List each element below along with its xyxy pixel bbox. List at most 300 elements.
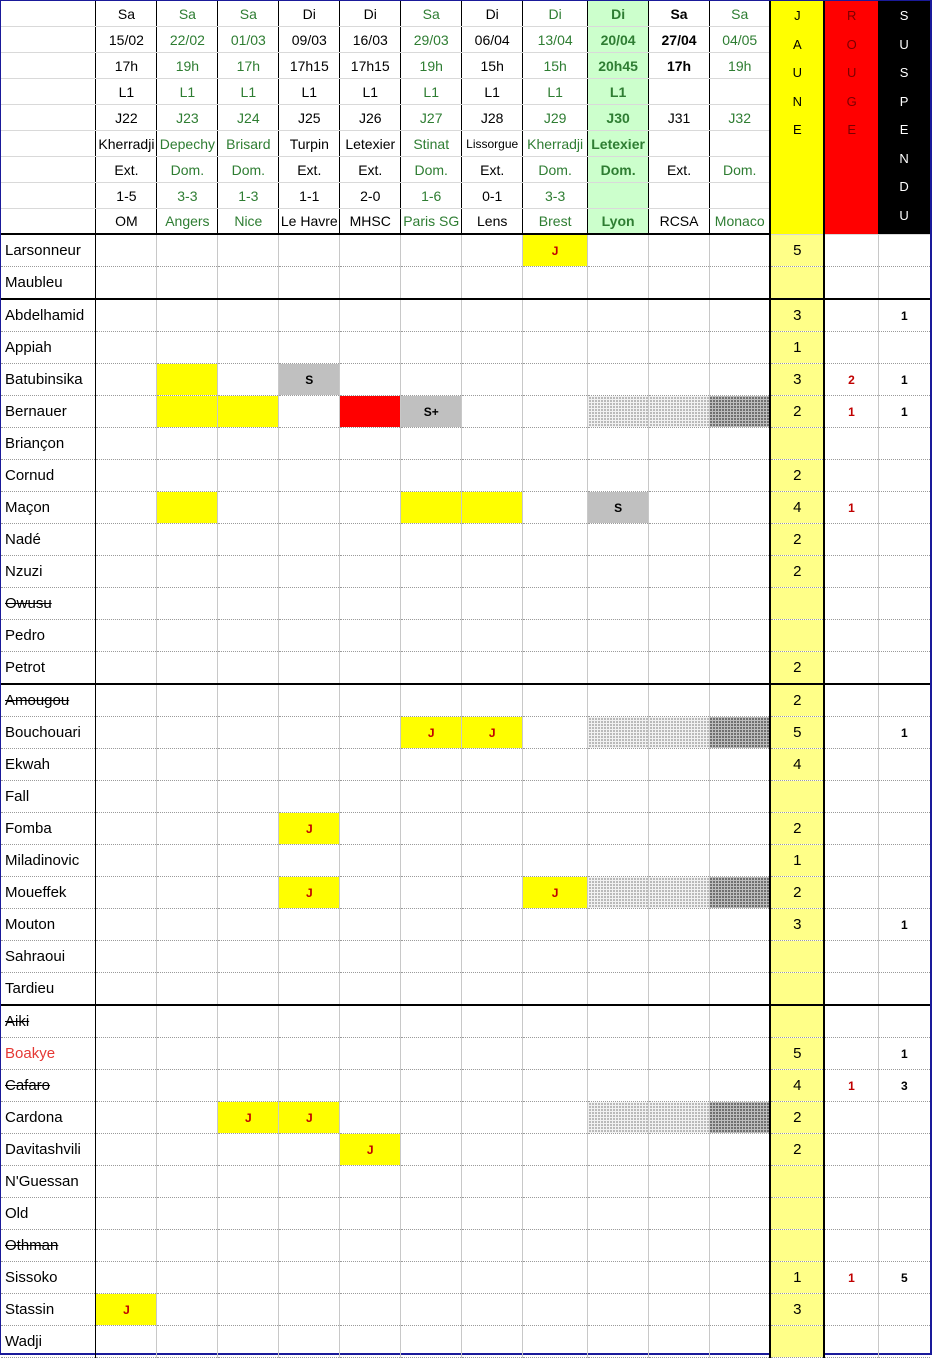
match-date: 06/04: [462, 27, 523, 53]
match-cell: [401, 1294, 462, 1326]
red-card-count: [824, 652, 878, 685]
match-cell: [588, 652, 649, 685]
yellow-card-count: 2: [770, 556, 824, 588]
match-cell: [462, 877, 523, 909]
match-cell: J: [401, 717, 462, 749]
yellow-card-count: 3: [770, 1294, 824, 1326]
match-cell: [709, 524, 770, 556]
match-cell: [96, 909, 157, 941]
match-cell: [279, 1198, 340, 1230]
match-cell: [279, 973, 340, 1006]
match-cell: [279, 492, 340, 524]
match-cell: [709, 973, 770, 1006]
red-card-count: 1: [824, 396, 878, 428]
suspension-count: [878, 813, 930, 845]
player-name: Petrot: [1, 652, 96, 685]
match-cell: [588, 749, 649, 781]
match-cell: [709, 845, 770, 877]
match-day: Sa: [96, 1, 157, 27]
match-cell: [649, 588, 710, 620]
match-cell: [96, 1326, 157, 1358]
match-cell: [157, 460, 218, 492]
match-score: 1-6: [401, 183, 462, 209]
yellow-card-count: [770, 267, 824, 300]
match-cell: [96, 813, 157, 845]
suspension-count: [878, 684, 930, 717]
match-round: J28: [462, 105, 523, 131]
match-cell: [218, 1038, 279, 1070]
match-cell: [709, 1102, 770, 1134]
match-cell: [96, 941, 157, 973]
player-row: [1, 1166, 930, 1198]
match-cell: [340, 1005, 401, 1038]
header-corner: [1, 79, 96, 105]
match-opponent: MHSC: [340, 209, 401, 235]
match-cell: [279, 652, 340, 685]
match-cell: [462, 1134, 523, 1166]
red-card-count: [824, 717, 878, 749]
match-cell: [401, 524, 462, 556]
match-cell: [649, 781, 710, 813]
match-cell: [157, 234, 218, 267]
player-row: [1, 941, 930, 973]
player-name: Maubleu: [1, 267, 96, 300]
match-score: [588, 183, 649, 209]
suspension-count: [878, 588, 930, 620]
player-name: Appiah: [1, 332, 96, 364]
match-cell: [588, 1038, 649, 1070]
player-name: Larsonneur: [1, 234, 96, 267]
player-name: Pedro: [1, 620, 96, 652]
match-round: J23: [157, 105, 218, 131]
match-cell: [588, 332, 649, 364]
match-cell: [649, 620, 710, 652]
match-cell: [709, 1038, 770, 1070]
match-cell: [157, 973, 218, 1006]
match-cell: [401, 941, 462, 973]
header-letter: S: [899, 8, 909, 23]
player-name: Amougou: [1, 684, 96, 717]
match-competition: L1: [218, 79, 279, 105]
match-cell: [523, 749, 588, 781]
match-cell: [157, 749, 218, 781]
match-cell: J: [523, 877, 588, 909]
match-cell: [157, 1166, 218, 1198]
match-cell: [279, 332, 340, 364]
match-cell: [649, 877, 710, 909]
player-row: [1, 1262, 930, 1294]
match-cell: [649, 973, 710, 1006]
match-cell: [218, 588, 279, 620]
match-venue: Dom.: [401, 157, 462, 183]
suspension-count: [878, 1134, 930, 1166]
player-row: [1, 364, 930, 396]
match-date: 16/03: [340, 27, 401, 53]
suspension-count: 1: [878, 299, 930, 332]
match-cell: [523, 588, 588, 620]
header-letter: U: [899, 207, 909, 223]
suspension-count: [878, 941, 930, 973]
match-cell: [279, 909, 340, 941]
match-cell: [96, 781, 157, 813]
red-card-count: [824, 234, 878, 267]
suspension-count: 1: [878, 909, 930, 941]
red-card-count: [824, 1134, 878, 1166]
player-row: [1, 845, 930, 877]
match-cell: [401, 332, 462, 364]
match-cell: [157, 1262, 218, 1294]
match-referee: Stinat: [401, 131, 462, 157]
red-card-count: [824, 267, 878, 300]
match-cell: [218, 781, 279, 813]
match-cell: [588, 684, 649, 717]
match-score: [709, 183, 770, 209]
header-corner: [1, 209, 96, 235]
yellow-card-count: 2: [770, 396, 824, 428]
yellow-card-count: [770, 1166, 824, 1198]
match-cell: [279, 845, 340, 877]
match-cell: [340, 1326, 401, 1358]
match-cell: [340, 1070, 401, 1102]
player-row: [1, 1198, 930, 1230]
match-cell: [157, 1102, 218, 1134]
match-cell: [709, 652, 770, 685]
match-cell: J: [279, 877, 340, 909]
match-cell: [279, 620, 340, 652]
match-cell: [523, 492, 588, 524]
red-card-count: [824, 909, 878, 941]
match-cell: [401, 813, 462, 845]
match-competition: L1: [340, 79, 401, 105]
match-cell: [96, 524, 157, 556]
match-cell: [588, 364, 649, 396]
player-name: Mouton: [1, 909, 96, 941]
player-row: [1, 909, 930, 941]
match-competition: [709, 79, 770, 105]
match-cell: [157, 332, 218, 364]
match-cell: S: [279, 364, 340, 396]
player-row: [1, 813, 930, 845]
yellow-card-count: 5: [770, 717, 824, 749]
match-cell: [340, 1262, 401, 1294]
match-cell: [523, 460, 588, 492]
match-cell: [709, 1005, 770, 1038]
player-name: Sissoko: [1, 1262, 96, 1294]
suspension-count: [878, 492, 930, 524]
header-corner: [1, 157, 96, 183]
match-cell: [340, 652, 401, 685]
yellow-card-count: 5: [770, 234, 824, 267]
match-referee: [649, 131, 710, 157]
match-cell: [340, 845, 401, 877]
match-referee: Lissorgue: [462, 131, 523, 157]
match-cell: [218, 524, 279, 556]
suspension-count: [878, 781, 930, 813]
red-cards-header: [824, 1, 878, 234]
match-opponent: OM: [96, 209, 157, 235]
match-cell: [649, 332, 710, 364]
match-venue: Ext.: [96, 157, 157, 183]
match-cell: [588, 941, 649, 973]
yellow-card-count: 4: [770, 749, 824, 781]
match-cell: [340, 299, 401, 332]
match-cell: [523, 1038, 588, 1070]
red-card-count: [824, 1198, 878, 1230]
match-round: J29: [523, 105, 588, 131]
match-cell: [340, 1294, 401, 1326]
match-cell: [401, 1326, 462, 1358]
match-cell: [96, 877, 157, 909]
match-cell: [462, 1038, 523, 1070]
suspension-count: [878, 1326, 930, 1358]
player-row: [1, 299, 930, 332]
match-cell: [588, 1262, 649, 1294]
match-cell: [523, 556, 588, 588]
match-cell: [401, 1262, 462, 1294]
match-score: [649, 183, 710, 209]
match-cell: [96, 684, 157, 717]
match-cell: [462, 909, 523, 941]
match-cell: [462, 781, 523, 813]
match-cell: [588, 460, 649, 492]
match-cell: [401, 749, 462, 781]
match-day: Sa: [401, 1, 462, 27]
yellow-card-count: 2: [770, 813, 824, 845]
red-card-count: [824, 749, 878, 781]
match-cell: [649, 941, 710, 973]
yellow-card-count: 5: [770, 1038, 824, 1070]
match-time: 15h: [462, 53, 523, 79]
match-cell: [649, 1326, 710, 1358]
match-cell: [401, 428, 462, 460]
match-cell: [218, 1198, 279, 1230]
suspension-count: [878, 845, 930, 877]
match-cell: [462, 299, 523, 332]
match-cell: [401, 267, 462, 300]
match-date: 04/05: [709, 27, 770, 53]
match-day: Sa: [709, 1, 770, 27]
match-cell: [96, 620, 157, 652]
match-cell: [588, 234, 649, 267]
match-cell: [279, 749, 340, 781]
match-cell: [96, 1038, 157, 1070]
match-cell: [401, 492, 462, 524]
red-card-count: [824, 460, 878, 492]
match-day: Di: [588, 1, 649, 27]
yellow-card-count: 1: [770, 332, 824, 364]
match-cell: [340, 781, 401, 813]
match-venue: Dom.: [218, 157, 279, 183]
match-cell: [96, 1166, 157, 1198]
red-card-count: [824, 620, 878, 652]
red-card-count: [824, 332, 878, 364]
match-cell: [401, 909, 462, 941]
player-row: [1, 267, 930, 300]
match-cell: [588, 396, 649, 428]
yellow-card-count: [770, 428, 824, 460]
player-name: Othman: [1, 1230, 96, 1262]
match-cell: [401, 1102, 462, 1134]
match-cell: [340, 620, 401, 652]
match-cell: [157, 556, 218, 588]
match-cell: [523, 1294, 588, 1326]
match-cell: [523, 524, 588, 556]
suspension-count: [878, 1198, 930, 1230]
match-cell: [709, 234, 770, 267]
match-cell: [649, 1166, 710, 1198]
player-row: [1, 460, 930, 492]
red-card-count: 2: [824, 364, 878, 396]
match-cell: [709, 813, 770, 845]
match-cell: [218, 1166, 279, 1198]
match-cell: [462, 364, 523, 396]
match-cell: [588, 1166, 649, 1198]
player-row: [1, 973, 930, 1006]
match-cell: [279, 1070, 340, 1102]
match-cell: [279, 299, 340, 332]
red-card-count: [824, 1166, 878, 1198]
match-cell: [401, 1005, 462, 1038]
match-venue: Dom.: [588, 157, 649, 183]
red-card-count: [824, 813, 878, 845]
match-cell: [340, 684, 401, 717]
match-cell: [649, 1294, 710, 1326]
match-cell: [157, 1134, 218, 1166]
match-cell: [218, 267, 279, 300]
yellow-card-count: 2: [770, 1134, 824, 1166]
yellow-card-count: [770, 1230, 824, 1262]
match-cell: [340, 364, 401, 396]
match-venue: Ext.: [279, 157, 340, 183]
player-row: [1, 234, 930, 267]
match-cell: [96, 364, 157, 396]
yellow-card-count: 3: [770, 909, 824, 941]
match-venue: Ext.: [649, 157, 710, 183]
player-name: Cardona: [1, 1102, 96, 1134]
match-cell: [157, 781, 218, 813]
player-name: Nzuzi: [1, 556, 96, 588]
match-cell: [340, 877, 401, 909]
match-day: Di: [523, 1, 588, 27]
match-cell: [96, 1198, 157, 1230]
match-cell: [279, 1166, 340, 1198]
match-cell: [157, 299, 218, 332]
match-time: 20h45: [588, 53, 649, 79]
match-cell: J: [462, 717, 523, 749]
match-cell: [649, 460, 710, 492]
player-row: [1, 1134, 930, 1166]
match-round: J26: [340, 105, 401, 131]
match-cell: [340, 813, 401, 845]
suspension-count: [878, 556, 930, 588]
match-cell: [462, 1166, 523, 1198]
match-time: 19h: [157, 53, 218, 79]
match-competition: [649, 79, 710, 105]
match-cell: [218, 428, 279, 460]
match-cell: [523, 1230, 588, 1262]
match-cell: [157, 1070, 218, 1102]
match-referee: Depechy: [157, 131, 218, 157]
match-competition: L1: [279, 79, 340, 105]
match-cell: [96, 717, 157, 749]
red-card-count: [824, 941, 878, 973]
match-cell: [649, 364, 710, 396]
match-cell: [218, 299, 279, 332]
match-cell: [279, 428, 340, 460]
match-cell: [523, 332, 588, 364]
suspension-count: [878, 652, 930, 685]
player-row: [1, 492, 930, 524]
match-cell: [709, 1326, 770, 1358]
match-cell: [96, 234, 157, 267]
match-cell: [157, 877, 218, 909]
red-card-count: 1: [824, 492, 878, 524]
match-cell: [462, 652, 523, 685]
header-corner: [1, 131, 96, 157]
match-cell: [401, 556, 462, 588]
match-competition: L1: [523, 79, 588, 105]
match-cell: [218, 234, 279, 267]
red-card-count: [824, 556, 878, 588]
match-cell: [523, 717, 588, 749]
match-cell: [588, 1005, 649, 1038]
match-cell: [157, 588, 218, 620]
match-time: 17h15: [279, 53, 340, 79]
match-cell: [588, 717, 649, 749]
match-cell: [462, 941, 523, 973]
player-row: [1, 684, 930, 717]
match-cell: [340, 588, 401, 620]
match-cell: [523, 941, 588, 973]
match-cell: [462, 396, 523, 428]
player-name: Sahraoui: [1, 941, 96, 973]
discipline-table: [1, 1, 930, 1358]
player-name: N'Guessan: [1, 1166, 96, 1198]
match-cell: [340, 460, 401, 492]
suspension-count: [878, 460, 930, 492]
match-cell: [709, 620, 770, 652]
match-cell: [462, 684, 523, 717]
match-opponent: RCSA: [649, 209, 710, 235]
suspension-count: [878, 234, 930, 267]
match-cell: [279, 1005, 340, 1038]
match-cell: [462, 267, 523, 300]
match-cell: [279, 684, 340, 717]
match-date: 09/03: [279, 27, 340, 53]
red-card-count: [824, 684, 878, 717]
match-cell: [523, 1262, 588, 1294]
yellow-card-count: 2: [770, 524, 824, 556]
match-cell: [649, 1198, 710, 1230]
match-score: 2-0: [340, 183, 401, 209]
match-cell: [157, 428, 218, 460]
match-cell: [340, 1102, 401, 1134]
suspension-count: [878, 428, 930, 460]
match-cell: [401, 1134, 462, 1166]
match-cell: [401, 620, 462, 652]
match-cell: [157, 652, 218, 685]
match-cell: [340, 941, 401, 973]
match-cell: [588, 267, 649, 300]
match-cell: [96, 267, 157, 300]
red-card-count: [824, 428, 878, 460]
match-cell: [649, 1262, 710, 1294]
match-cell: [218, 941, 279, 973]
header-letter: J: [794, 8, 801, 23]
match-cell: [218, 1070, 279, 1102]
match-cell: [340, 909, 401, 941]
suspension-count: [878, 1294, 930, 1326]
